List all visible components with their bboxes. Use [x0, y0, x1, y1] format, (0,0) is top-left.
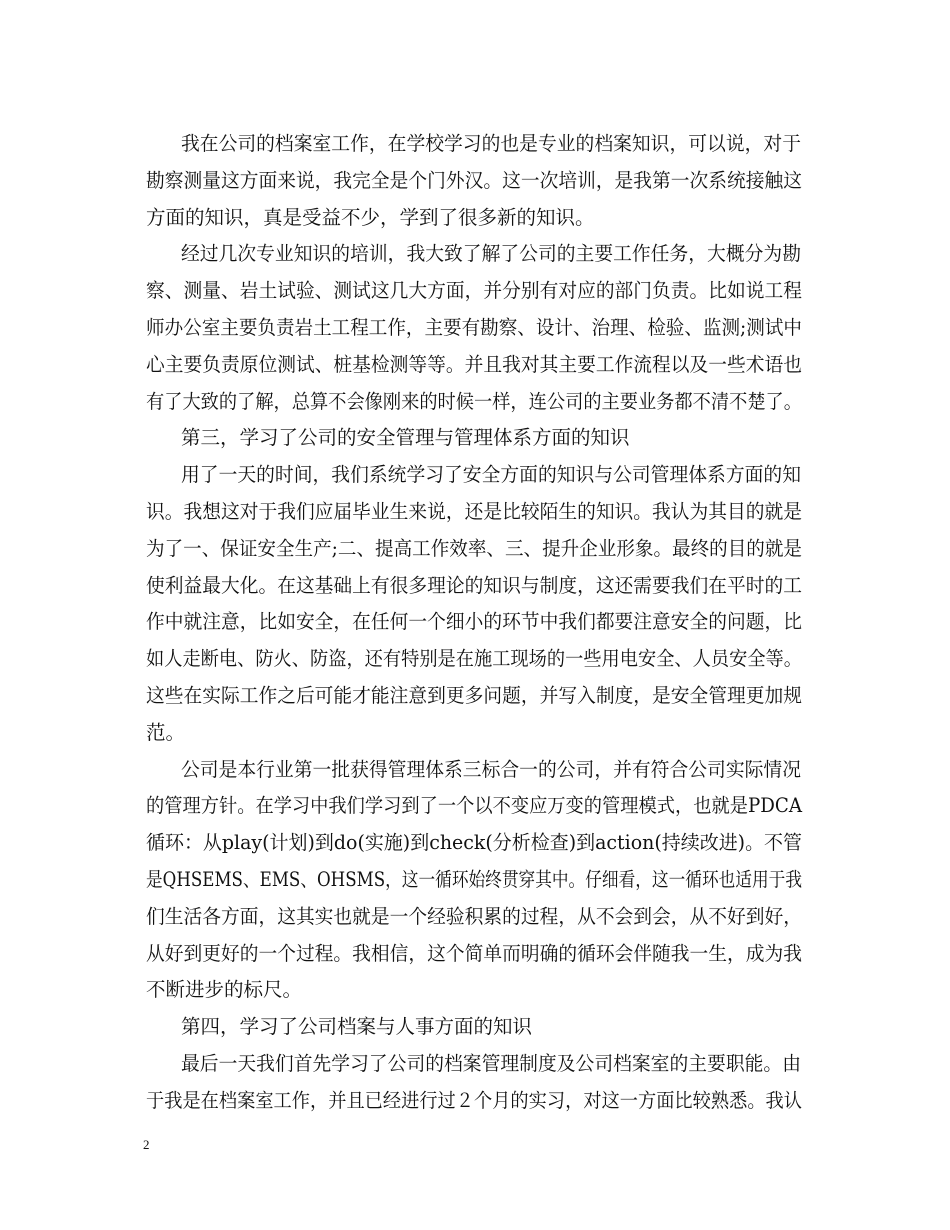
text-line: 作中就注意，比如安全，在任何一个细小的环节中我们都要注意安全的问题，比 [146, 610, 802, 634]
text-line: 如人走断电、防火、防盗，还有特别是在施工现场的一些用电安全、人员安全等。 [146, 647, 802, 671]
text-line: 用了一天的时间，我们系统学习了安全方面的知识与公司管理体系方面的知 [181, 463, 801, 487]
text-line: 的管理方针。在学习中我们学习到了一个以不变应万变的管理模式，也就是PDCA [146, 794, 802, 818]
text-line: 心主要负责原位测试、桩基检测等等。并且我对其主要工作流程以及一些术语也 [146, 352, 802, 376]
text-line: 勘察测量这方面来说，我完全是个门外汉。这一次培训，是我第一次系统接触这 [146, 168, 802, 192]
text-line: 最后一天我们首先学习了公司的档案管理制度及公司档案室的主要职能。由 [181, 1052, 801, 1075]
text-line: 从好到更好的一个过程。我相信，这个简单而明确的循环会伴随我一生，成为我 [146, 941, 802, 965]
text-line: 经过几次专业知识的培训，我大致了解了公司的主要工作任务，大概分为勘 [181, 242, 801, 266]
text-line: 有了大致的了解，总算不会像刚来的时候一样，连公司的主要业务都不清不楚了。 [146, 389, 802, 413]
text-line: 使利益最大化。在这基础上有很多理论的知识与制度，这还需要我们在平时的工 [146, 573, 802, 597]
page-number: 2 [143, 1137, 150, 1152]
text-line: 为了一、保证安全生产;二、提高工作效率、三、提升企业形象。最终的目的就是 [146, 536, 802, 560]
text-line: 是QHSEMS、EMS、OHSMS，这一循环始终贯穿其中。仔细看，这一循环也适用于我 [146, 868, 802, 891]
text-line: 第四，学习了公司档案与人事方面的知识 [181, 1015, 533, 1039]
text-line: 我在公司的档案室工作，在学校学习的也是专业的档案知识，可以说，对于 [181, 132, 801, 155]
text-line: 察、测量、岩土试验、测试这几大方面，并分别有对应的部门负责。比如说工程 [146, 279, 802, 303]
text-line: 不断进步的标尺。 [146, 978, 303, 1002]
text-line: 识。我想这对于我们应届毕业生来说，还是比较陌生的知识。我认为其目的就是 [146, 500, 802, 523]
text-line: 师办公室主要负责岩土工程工作，主要有勘察、设计、治理、检验、监测;测试中 [146, 316, 802, 339]
text-line: 于我是在档案室工作，并且已经进行过２个月的实习，对这一方面比较熟悉。我认 [146, 1088, 802, 1112]
text-line: 方面的知识，真是受益不少，学到了很多新的知识。 [146, 205, 595, 229]
text-line: 们生活各方面，这其实也就是一个经验积累的过程，从不会到会，从不好到好， [146, 904, 802, 928]
text-line: 公司是本行业第一批获得管理体系三标合一的公司，并有符合公司实际情况 [181, 757, 801, 781]
text-line: 这些在实际工作之后可能才能注意到更多问题，并写入制度，是安全管理更加规 [146, 684, 802, 707]
text-line: 第三，学习了公司的安全管理与管理体系方面的知识 [181, 426, 630, 450]
text-line: 范。 [146, 720, 186, 744]
text-line: 循环：从play(计划)到do(实施)到check(分析检查)到action(持续改进)。不管 [146, 831, 802, 855]
